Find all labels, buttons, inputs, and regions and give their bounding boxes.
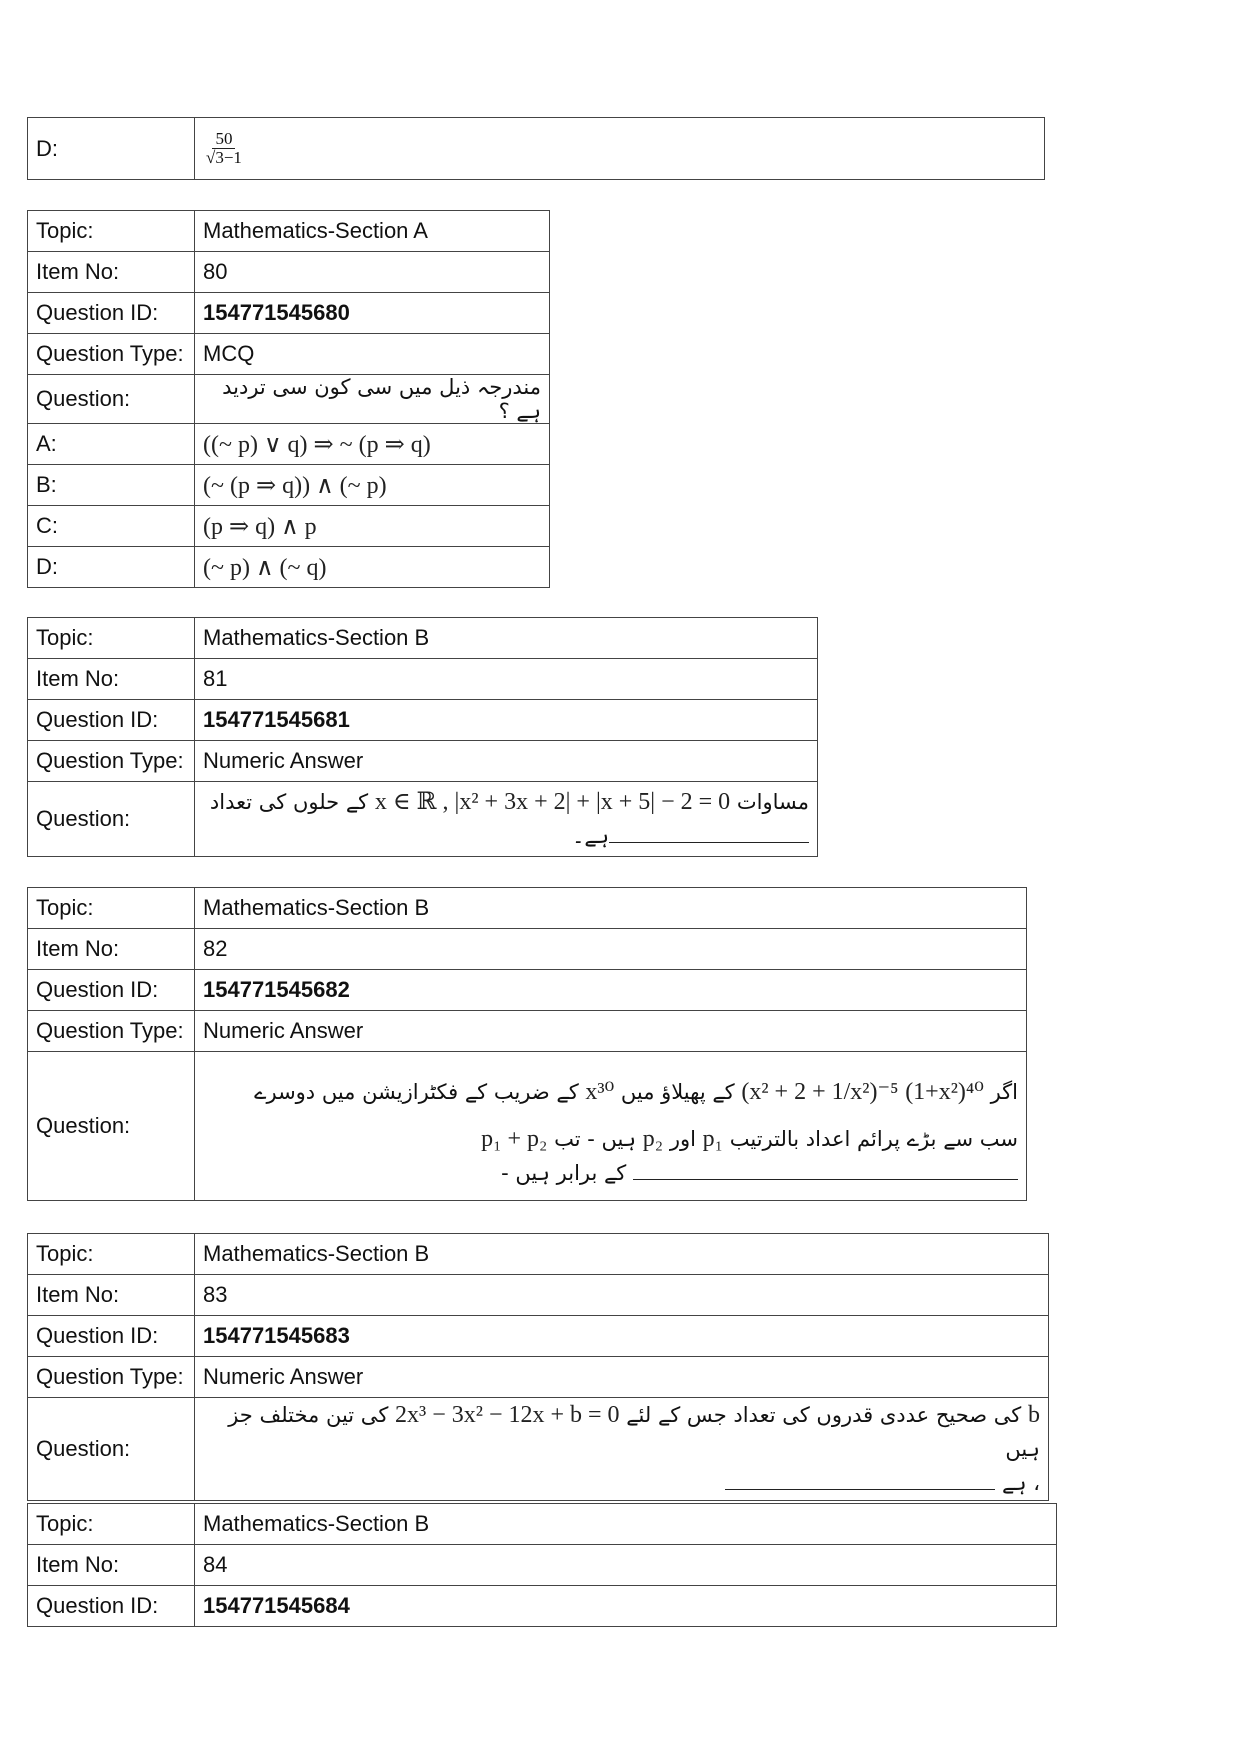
question-line-2: ہے۔ bbox=[203, 819, 809, 853]
row-topic bbox=[28, 1504, 1057, 1545]
option-d-label: D: bbox=[28, 547, 195, 588]
row-qtype bbox=[28, 1357, 1049, 1398]
question-text: مندرجہ ذیل میں سی کون سی تردید ہے ؟ bbox=[195, 375, 550, 424]
option-b-label: B: bbox=[28, 465, 195, 506]
row-qtype bbox=[28, 334, 550, 375]
option-d-value: (~ p) ∧ (~ q) bbox=[195, 547, 550, 588]
question-line-1: مساوات x ∈ ℝ , |x² + 3x + 2| + |x + 5| − 2 = 0 کے حلوں کی تعداد bbox=[203, 785, 809, 819]
row-question bbox=[28, 1398, 1049, 1501]
question-text bbox=[195, 1052, 1027, 1201]
topic-label: Topic: bbox=[28, 211, 195, 252]
question-line-1: b کی صحیح عددی قدروں کی تعداد جس کے لئے 2x³ − 3x² − 12x + b = 0 کی تین مختلف جز ہیں bbox=[228, 1402, 1040, 1461]
fraction: $\frac{50}{√3-1}$ bbox=[206, 129, 242, 167]
row-qid bbox=[28, 1316, 1049, 1357]
row-item bbox=[28, 659, 818, 700]
question-label: Question: bbox=[28, 375, 195, 424]
item-value: 81 bbox=[195, 659, 818, 700]
qid-value: 154771545683 bbox=[195, 1316, 1049, 1357]
qtype-value: MCQ bbox=[195, 334, 550, 375]
row-question bbox=[28, 375, 550, 424]
item-value: 84 bbox=[195, 1545, 1057, 1586]
option-a-value: ((~ p) ∨ q) ⇒ ~ (p ⇒ q) bbox=[195, 424, 550, 465]
row-item bbox=[28, 1275, 1049, 1316]
row-topic bbox=[28, 618, 818, 659]
qtype-value: Numeric Answer bbox=[195, 1357, 1049, 1398]
qtype-label: Question Type: bbox=[28, 334, 195, 375]
row-item bbox=[28, 929, 1027, 970]
item-label: Item No: bbox=[28, 1545, 195, 1586]
answer-blank bbox=[633, 1163, 1018, 1180]
option-d-label: D: bbox=[28, 118, 195, 180]
row-qtype bbox=[28, 741, 818, 782]
row-topic bbox=[28, 1234, 1049, 1275]
item-label: Item No: bbox=[28, 659, 195, 700]
question-table-80 bbox=[27, 210, 550, 588]
question-line-2: سب سے بڑے پرائم اعداد بالترتیب p₁ اور p₂ ہیں - تب p₁ + p₂ bbox=[481, 1126, 1018, 1152]
qid-value: 154771545682 bbox=[195, 970, 1027, 1011]
qtype-label: Question Type: bbox=[28, 741, 195, 782]
topic-value: Mathematics-Section A bbox=[195, 211, 550, 252]
row-topic bbox=[28, 211, 550, 252]
row-option-d bbox=[28, 118, 1045, 180]
topic-value: Mathematics-Section B bbox=[195, 888, 1027, 929]
row-qid bbox=[28, 970, 1027, 1011]
item-label: Item No: bbox=[28, 1275, 195, 1316]
qid-label: Question ID: bbox=[28, 700, 195, 741]
topic-label: Topic: bbox=[28, 888, 195, 929]
qid-label: Question ID: bbox=[28, 1316, 195, 1357]
topic-value: Mathematics-Section B bbox=[195, 618, 818, 659]
row-item bbox=[28, 252, 550, 293]
row-question bbox=[28, 1052, 1027, 1201]
option-c-label: C: bbox=[28, 506, 195, 547]
qid-label: Question ID: bbox=[28, 293, 195, 334]
row-item bbox=[28, 1545, 1057, 1586]
topic-value: Mathematics-Section B bbox=[195, 1504, 1057, 1545]
row-option-c bbox=[28, 506, 550, 547]
topic-label: Topic: bbox=[28, 1234, 195, 1275]
question-line-1: اگر (1+x²)⁴⁰ (x² + 2 + 1/x²)⁻⁵ کے پھیلاؤ میں x³⁰ کے ضریب کے فکٹرازیشن میں دوسرے bbox=[254, 1079, 1018, 1105]
row-qtype bbox=[28, 1011, 1027, 1052]
question-table-84 bbox=[27, 1503, 1057, 1627]
row-question bbox=[28, 782, 818, 857]
row-qid bbox=[28, 700, 818, 741]
option-c-value: (p ⇒ q) ∧ p bbox=[195, 506, 550, 547]
row-option-b bbox=[28, 465, 550, 506]
qtype-label: Question Type: bbox=[28, 1011, 195, 1052]
question-label: Question: bbox=[28, 1398, 195, 1501]
question-label: Question: bbox=[28, 782, 195, 857]
option-a-label: A: bbox=[28, 424, 195, 465]
answer-blank bbox=[609, 826, 809, 843]
row-option-a bbox=[28, 424, 550, 465]
row-option-d bbox=[28, 547, 550, 588]
qid-value: 154771545681 bbox=[195, 700, 818, 741]
question-table-81 bbox=[27, 617, 818, 857]
question-table-83 bbox=[27, 1233, 1049, 1501]
qid-value: 154771545680 bbox=[195, 293, 550, 334]
question-line-3: کے برابر ہیں - bbox=[203, 1156, 1018, 1190]
qid-label: Question ID: bbox=[28, 1586, 195, 1627]
question-line-2: ، ہے bbox=[203, 1466, 1040, 1500]
question-table-82 bbox=[27, 887, 1027, 1201]
question-table-79-tail bbox=[27, 117, 1045, 180]
item-value: 82 bbox=[195, 929, 1027, 970]
item-label: Item No: bbox=[28, 929, 195, 970]
qtype-value: Numeric Answer bbox=[195, 1011, 1027, 1052]
topic-label: Topic: bbox=[28, 1504, 195, 1545]
qtype-value: Numeric Answer bbox=[195, 741, 818, 782]
qid-value: 154771545684 bbox=[195, 1586, 1057, 1627]
row-topic bbox=[28, 888, 1027, 929]
item-value: 83 bbox=[195, 1275, 1049, 1316]
qid-label: Question ID: bbox=[28, 970, 195, 1011]
question-text bbox=[195, 782, 818, 857]
item-value: 80 bbox=[195, 252, 550, 293]
row-qid bbox=[28, 1586, 1057, 1627]
option-b-value: (~ (p ⇒ q)) ∧ (~ p) bbox=[195, 465, 550, 506]
row-qid bbox=[28, 293, 550, 334]
question-label: Question: bbox=[28, 1052, 195, 1201]
topic-value: Mathematics-Section B bbox=[195, 1234, 1049, 1275]
option-d-value bbox=[195, 118, 1045, 180]
item-label: Item No: bbox=[28, 252, 195, 293]
question-text bbox=[195, 1398, 1049, 1501]
topic-label: Topic: bbox=[28, 618, 195, 659]
qtype-label: Question Type: bbox=[28, 1357, 195, 1398]
answer-blank bbox=[725, 1473, 995, 1490]
equation: x ∈ ℝ , |x² + 3x + 2| + |x + 5| − 2 = 0 bbox=[374, 789, 731, 815]
